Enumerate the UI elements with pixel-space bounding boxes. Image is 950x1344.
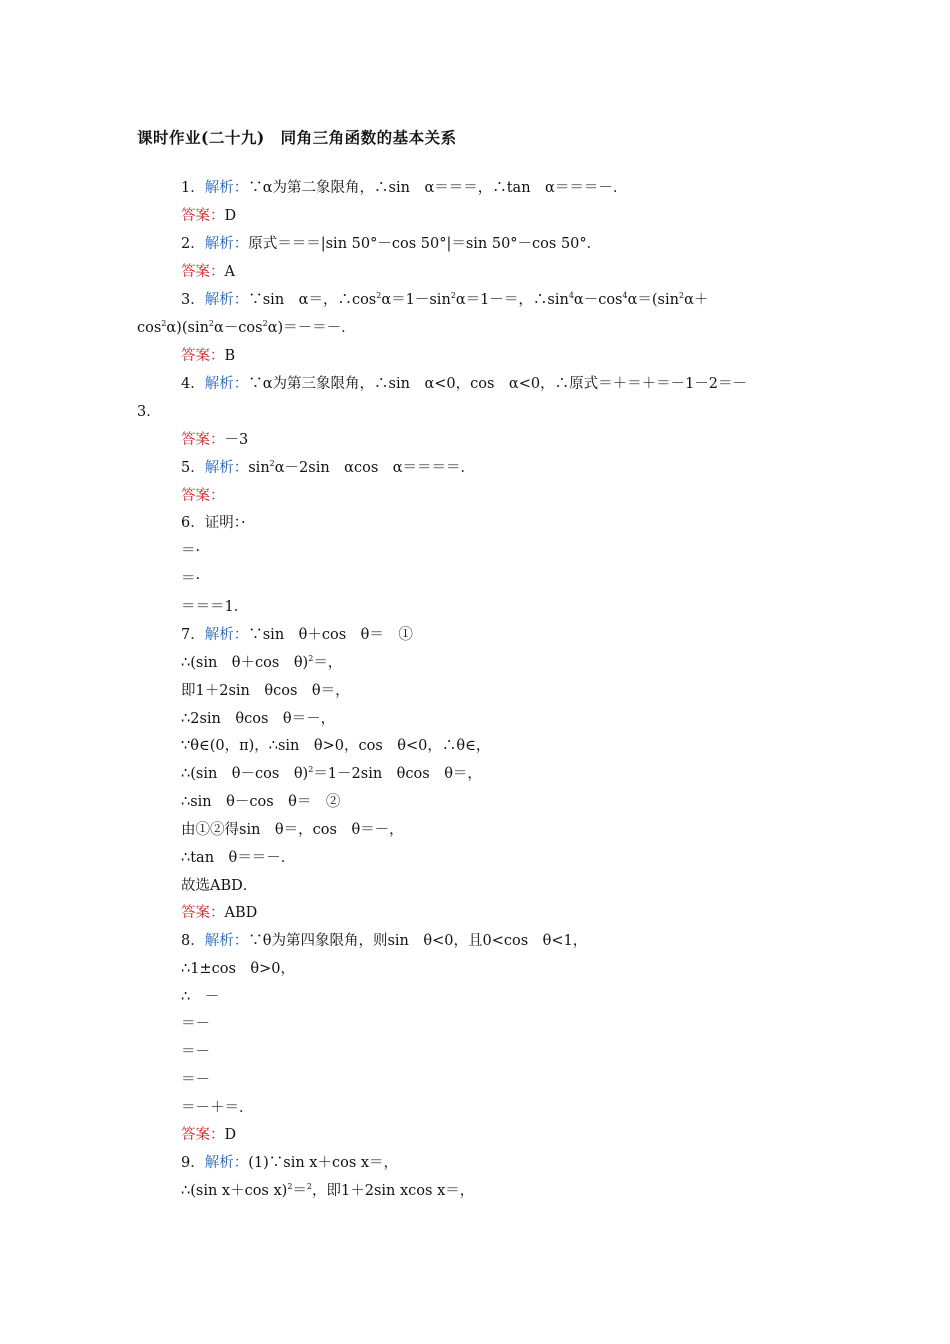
q7-step bbox=[181, 764, 482, 784]
q2-answer: A bbox=[224, 264, 235, 280]
q6-number: 6． bbox=[181, 515, 205, 531]
q5-text: α－2sin αcos α＝＝＝＝． bbox=[274, 460, 476, 476]
proof-label: 证明： bbox=[204, 515, 241, 531]
q5-number: 5． bbox=[181, 460, 205, 476]
q2-number: 2． bbox=[181, 236, 205, 252]
jiexi-label: 解析： bbox=[204, 180, 249, 196]
q8-answer-line bbox=[181, 1125, 236, 1145]
q7-line bbox=[181, 625, 413, 645]
q7-step: 由①②得sin θ＝，cos θ＝－， bbox=[181, 822, 404, 838]
superscript: 2 bbox=[208, 319, 215, 328]
q8-step: ∴1±cos θ>0， bbox=[181, 961, 295, 977]
superscript: 4 bbox=[568, 291, 574, 300]
jiexi-label: 解析： bbox=[204, 627, 249, 643]
q4-number: 4． bbox=[181, 376, 205, 392]
q8-step: ＝－＋＝． bbox=[181, 1100, 254, 1116]
q3-number: 3． bbox=[181, 292, 205, 308]
superscript: 2 bbox=[306, 1182, 313, 1191]
q9-line bbox=[181, 1153, 398, 1173]
q8-step: ∴ － bbox=[181, 989, 220, 1005]
q4-text: ∵α为第三象限角，∴sin α<0，cos α<0，∴原式＝＋＝＋＝－1－2＝－ bbox=[248, 376, 748, 392]
q8-line bbox=[181, 931, 587, 951]
q7-step: 故选ABD． bbox=[181, 878, 258, 894]
answer-label: 答案： bbox=[181, 348, 225, 364]
superscript: 2 bbox=[308, 654, 314, 663]
q3-answer: B bbox=[224, 348, 236, 364]
q3-text: α－cos bbox=[573, 292, 623, 308]
q8-text: ∵θ为第四象限角，则sin θ<0，且0<cos θ<1， bbox=[248, 933, 588, 949]
q7-step: ∵θ∈(0，π)，∴sin θ>0，cos θ<0，∴θ∈， bbox=[181, 738, 491, 754]
q4-answer-line bbox=[181, 430, 248, 450]
superscript: 2 bbox=[450, 291, 456, 300]
superscript: 2 bbox=[269, 459, 275, 468]
answer-label: 答案： bbox=[181, 264, 225, 280]
q3-text: cos bbox=[137, 320, 162, 336]
q8-number: 8． bbox=[181, 933, 205, 949]
q7-answer: ABD bbox=[224, 905, 258, 921]
q9-step bbox=[181, 1181, 474, 1201]
q7-step: ∴sin θ－cos θ＝ ② bbox=[181, 794, 341, 810]
q2-text: 原式＝＝＝|sin 50°－cos 50°|＝sin 50°－cos 50°． bbox=[248, 236, 602, 252]
superscript: 2 bbox=[308, 765, 314, 774]
superscript: 2 bbox=[161, 319, 167, 328]
q3-text: α＋ bbox=[684, 292, 709, 308]
q4-line-cont: 3． bbox=[137, 404, 161, 420]
q7-step: 即1＋2sin θcos θ＝， bbox=[181, 683, 350, 699]
q5-line bbox=[181, 458, 475, 478]
q6-text: · bbox=[240, 515, 246, 531]
q7-step: ∴2sin θcos θ＝－， bbox=[181, 711, 336, 727]
q3-text: α)(sin bbox=[166, 320, 209, 336]
jiexi-label: 解析： bbox=[204, 236, 249, 252]
q2-line bbox=[181, 234, 601, 254]
jiexi-label: 解析： bbox=[204, 292, 249, 308]
page-title: 课时作业(二十九) 同角三角函数的基本关系 bbox=[137, 128, 457, 147]
q8-step: ＝－ bbox=[181, 1072, 210, 1088]
q1-text: ∵α为第二象限角，∴sin α＝＝＝，∴tan α＝＝＝－． bbox=[248, 180, 628, 196]
q3-text: α＝(sin bbox=[627, 292, 679, 308]
answer-label: 答案： bbox=[181, 488, 225, 504]
q3-text: ∵sin α＝，∴cos bbox=[248, 292, 377, 308]
superscript: 2 bbox=[287, 1182, 293, 1191]
answer-label: 答案： bbox=[181, 432, 225, 448]
jiexi-label: 解析： bbox=[204, 1155, 249, 1171]
q7-step: ∴tan θ＝＝－． bbox=[181, 850, 296, 866]
q3-line bbox=[181, 290, 708, 310]
q7-number: 7． bbox=[181, 627, 205, 643]
q7-text: ∴(sin θ－cos θ) bbox=[181, 766, 309, 782]
q6-line bbox=[181, 513, 246, 533]
q4-line bbox=[181, 374, 747, 394]
q2-answer-line bbox=[181, 262, 235, 282]
answer-label: 答案： bbox=[181, 208, 225, 224]
q7-step bbox=[181, 653, 342, 673]
q8-answer: D bbox=[224, 1127, 237, 1143]
q8-step: ＝－ bbox=[181, 1016, 210, 1032]
q3-text: α－cos bbox=[214, 320, 263, 336]
q1-answer: D bbox=[224, 208, 237, 224]
q7-text: ∵sin θ＋cos θ＝ ① bbox=[248, 627, 413, 643]
q6-step: ＝＝＝1． bbox=[181, 599, 249, 615]
jiexi-label: 解析： bbox=[204, 933, 249, 949]
q7-text: ＝， bbox=[313, 655, 343, 671]
q7-answer-line bbox=[181, 903, 257, 923]
q1-answer-line bbox=[181, 206, 236, 226]
q3-answer-line bbox=[181, 346, 235, 366]
q3-line-cont bbox=[137, 318, 356, 338]
superscript: 2 bbox=[376, 291, 382, 300]
answer-label: 答案： bbox=[181, 1127, 225, 1143]
q5-text: sin bbox=[248, 460, 270, 476]
q5-answer-line bbox=[181, 486, 225, 506]
superscript: 4 bbox=[622, 291, 628, 300]
q1-line bbox=[181, 178, 627, 198]
q3-text: α＝1－＝，∴sin bbox=[455, 292, 569, 308]
q6-step: ＝· bbox=[181, 571, 201, 587]
q9-text: ∴(sin x＋cos x) bbox=[181, 1183, 288, 1199]
q3-text: α＝1－sin bbox=[381, 292, 451, 308]
q9-text: ＝ bbox=[292, 1183, 307, 1199]
superscript: 2 bbox=[678, 291, 685, 300]
q9-text: ，即1＋2sin xcos x＝， bbox=[312, 1183, 475, 1199]
q4-answer: －3 bbox=[224, 432, 249, 448]
q9-text: (1)∵sin x＋cos x＝， bbox=[248, 1155, 399, 1171]
q8-step: ＝－ bbox=[181, 1044, 210, 1060]
jiexi-label: 解析： bbox=[204, 376, 249, 392]
jiexi-label: 解析： bbox=[204, 460, 249, 476]
q7-text: ＝1－2sin θcos θ＝， bbox=[313, 766, 482, 782]
q6-step: ＝· bbox=[181, 543, 201, 559]
q1-number: 1． bbox=[181, 180, 205, 196]
q7-text: ∴(sin θ＋cos θ) bbox=[181, 655, 309, 671]
q3-text: α)＝－＝－． bbox=[267, 320, 356, 336]
q9-number: 9． bbox=[181, 1155, 205, 1171]
answer-label: 答案： bbox=[181, 905, 225, 921]
superscript: 2 bbox=[262, 319, 268, 328]
